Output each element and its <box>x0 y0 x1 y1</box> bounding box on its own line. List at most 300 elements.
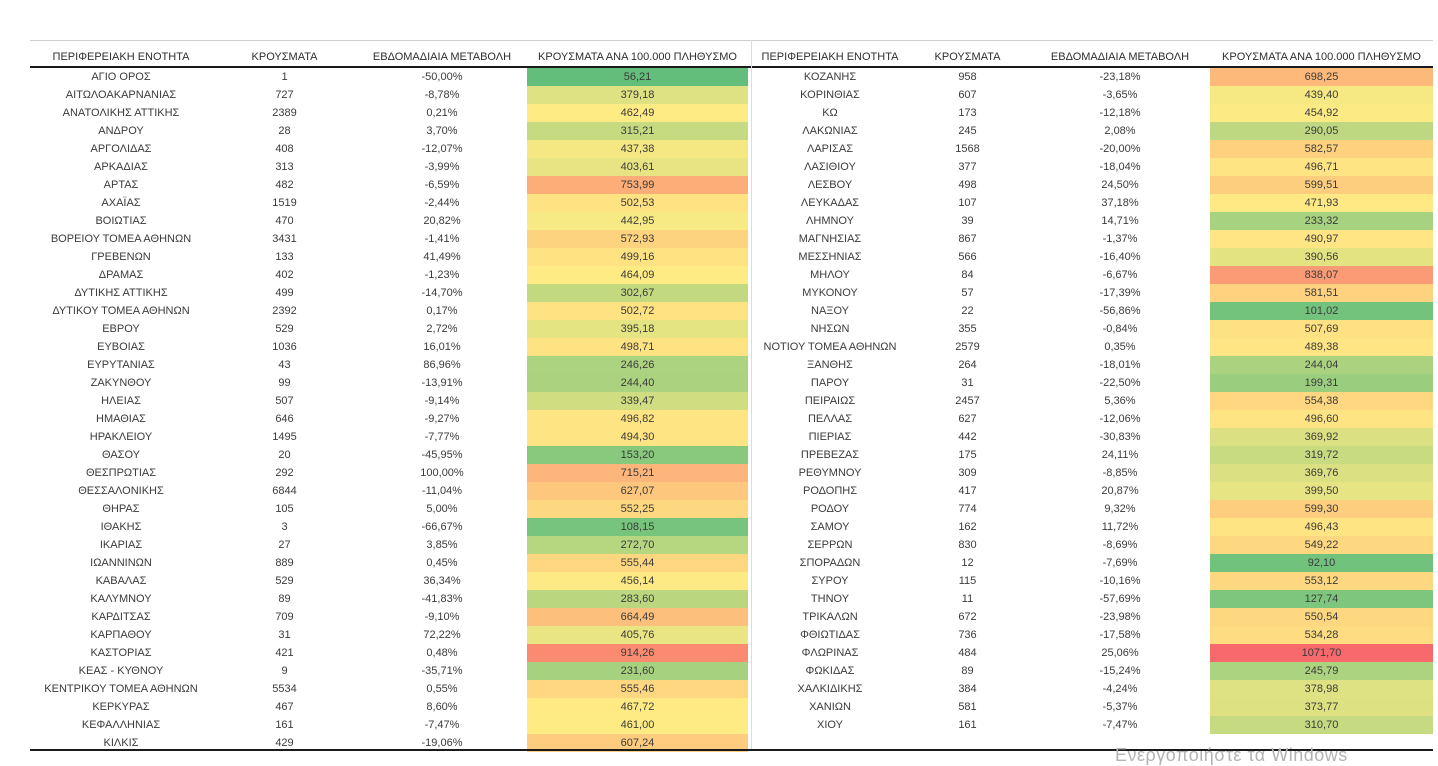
weekly-change-cell: 20,87% <box>1101 485 1139 497</box>
rate-per-100k-cell: 283,60 <box>527 590 748 608</box>
weekly-change-cell: -1,37% <box>1102 233 1138 245</box>
weekly-change-cell: -6,59% <box>424 179 460 191</box>
rate-per-100k-cell: 108,15 <box>527 518 748 536</box>
rate-per-100k-cell: 471,93 <box>1210 194 1433 212</box>
rate-per-100k-cell: 599,51 <box>1210 176 1433 194</box>
rate-per-100k-cell: 572,93 <box>527 230 748 248</box>
rate-per-100k-cell: 92,10 <box>1210 554 1433 572</box>
weekly-change-cell: 16,01% <box>423 341 461 353</box>
weekly-change-cell: -12,18% <box>1099 107 1141 119</box>
weekly-change-cell: -4,24% <box>1102 683 1138 695</box>
rate-per-100k-cell: 502,53 <box>527 194 748 212</box>
region-cell: ΒΟΡΕΙΟΥ ΤΟΜΕΑ ΑΘΗΝΩΝ <box>50 233 192 245</box>
column-header-right-1: ΚΡΟΥΣΜΑΤΑ <box>934 51 1001 63</box>
region-cell: ΚΩ <box>822 107 838 119</box>
cases-cell: 470 <box>275 215 294 227</box>
region-cell: ΛΑΡΙΣΑΣ <box>806 143 853 155</box>
rate-per-100k-cell: 464,09 <box>527 266 748 284</box>
header-underline <box>30 66 1433 68</box>
rate-per-100k-cell: 378,98 <box>1210 680 1433 698</box>
rate-per-100k-cell: 467,72 <box>527 698 748 716</box>
cases-cell: 28 <box>278 125 291 137</box>
region-cell: ΕΥΡΥΤΑΝΙΑΣ <box>87 359 155 371</box>
rate-per-100k-cell: 698,25 <box>1210 68 1433 86</box>
cases-cell: 9 <box>281 665 288 677</box>
region-cell: ΗΜΑΘΙΑΣ <box>96 413 146 425</box>
weekly-change-cell: -30,83% <box>1099 431 1141 443</box>
cases-cell: 105 <box>275 503 294 515</box>
weekly-change-cell: -18,01% <box>1099 359 1141 371</box>
rate-per-100k-cell: 244,04 <box>1210 356 1433 374</box>
weekly-change-cell: 24,50% <box>1101 179 1139 191</box>
cases-cell: 115 <box>958 575 977 587</box>
region-cell: ΡΕΘΥΜΝΟΥ <box>798 467 862 479</box>
cases-cell: 161 <box>275 719 294 731</box>
region-cell: ΚΑΡΔΙΤΣΑΣ <box>91 611 151 623</box>
region-cell: ΣΕΡΡΩΝ <box>807 539 853 551</box>
region-cell: ΝΑΞΟΥ <box>811 305 849 317</box>
cases-cell: 566 <box>958 251 977 263</box>
cases-cell: 1495 <box>272 431 297 443</box>
weekly-change-cell: -7,47% <box>1102 719 1138 731</box>
cases-cell: 27 <box>278 539 291 551</box>
weekly-change-cell: 3,70% <box>426 125 458 137</box>
cases-cell: 709 <box>275 611 294 623</box>
region-cell: ΔΥΤΙΚΗΣ ΑΤΤΙΚΗΣ <box>74 287 168 299</box>
region-cell: ΘΕΣΠΡΩΤΙΑΣ <box>85 467 157 479</box>
cases-cell: 31 <box>278 629 291 641</box>
cases-cell: 1568 <box>955 143 980 155</box>
cases-cell: 162 <box>958 521 977 533</box>
rate-per-100k-cell: 319,72 <box>1210 446 1433 464</box>
cases-cell: 498 <box>958 179 977 191</box>
weekly-change-cell: 2,72% <box>426 323 458 335</box>
weekly-change-cell: 0,17% <box>426 305 458 317</box>
rate-per-100k-cell: 246,26 <box>527 356 748 374</box>
weekly-change-cell: -57,69% <box>1099 593 1141 605</box>
weekly-change-cell: 0,45% <box>426 557 458 569</box>
rate-per-100k-cell: 399,50 <box>1210 482 1433 500</box>
cases-cell: 3 <box>281 521 288 533</box>
rate-per-100k-cell: 454,92 <box>1210 104 1433 122</box>
cases-cell: 43 <box>278 359 291 371</box>
rate-per-100k-cell: 390,56 <box>1210 248 1433 266</box>
cases-cell: 672 <box>958 611 977 623</box>
region-cell: ΘΕΣΣΑΛΟΝΙΚΗΣ <box>78 485 164 497</box>
cases-cell: 421 <box>275 647 294 659</box>
cases-cell: 581 <box>958 701 977 713</box>
region-cell: ΗΛΕΙΑΣ <box>101 395 141 407</box>
region-cell: ΧΑΛΚΙΔΙΚΗΣ <box>797 683 863 695</box>
weekly-change-cell: -23,18% <box>1099 71 1141 83</box>
weekly-change-cell: 0,48% <box>426 647 458 659</box>
weekly-change-cell: -19,06% <box>421 737 463 749</box>
cases-cell: 736 <box>958 629 977 641</box>
rate-per-100k-cell: 496,71 <box>1210 158 1433 176</box>
region-cell: ΠΡΕΒΕΖΑΣ <box>800 449 860 461</box>
rate-per-100k-cell: 302,67 <box>527 284 748 302</box>
region-cell: ΜΑΓΝΗΣΙΑΣ <box>798 233 862 245</box>
region-cell: ΑΓΙΟ ΟΡΟΣ <box>91 71 151 83</box>
cases-cell: 99 <box>278 377 291 389</box>
rate-per-100k-cell: 502,72 <box>527 302 748 320</box>
rate-per-100k-cell: 101,02 <box>1210 302 1433 320</box>
weekly-change-cell: -0,84% <box>1102 323 1138 335</box>
cases-cell: 2457 <box>955 395 980 407</box>
cases-cell: 20 <box>278 449 291 461</box>
cases-cell: 161 <box>958 719 977 731</box>
region-cell: ΙΚΑΡΙΑΣ <box>99 539 143 551</box>
rate-per-100k-cell: 369,76 <box>1210 464 1433 482</box>
region-cell: ΚΑΣΤΟΡΙΑΣ <box>90 647 152 659</box>
weekly-change-cell: -9,27% <box>424 413 460 425</box>
region-cell: ΦΩΚΙΔΑΣ <box>805 665 855 677</box>
region-cell: ΦΘΙΩΤΙΔΑΣ <box>800 629 860 641</box>
weekly-change-cell: -8,69% <box>1102 539 1138 551</box>
cases-cell: 417 <box>958 485 977 497</box>
rate-per-100k-cell: 456,14 <box>527 572 748 590</box>
weekly-change-cell: -9,10% <box>424 611 460 623</box>
rate-per-100k-cell: 599,30 <box>1210 500 1433 518</box>
weekly-change-cell: -10,16% <box>1099 575 1141 587</box>
region-cell: ΛΕΥΚΑΔΑΣ <box>800 197 860 209</box>
rate-per-100k-cell: 507,69 <box>1210 320 1433 338</box>
weekly-change-cell: 2,08% <box>1104 125 1136 137</box>
rate-per-100k-cell: 490,97 <box>1210 230 1433 248</box>
rate-per-100k-cell: 582,57 <box>1210 140 1433 158</box>
weekly-change-cell: -20,00% <box>1099 143 1141 155</box>
weekly-change-cell: 11,72% <box>1101 521 1139 533</box>
cases-cell: 1036 <box>272 341 297 353</box>
weekly-change-cell: 24,11% <box>1101 449 1139 461</box>
weekly-change-cell: -50,00% <box>421 71 463 83</box>
weekly-change-cell: -3,65% <box>1102 89 1138 101</box>
region-cell: ΚΙΛΚΙΣ <box>103 737 139 749</box>
region-cell: ΑΡΤΑΣ <box>103 179 139 191</box>
rate-per-100k-cell: 439,40 <box>1210 86 1433 104</box>
rate-per-100k-cell: 290,05 <box>1210 122 1433 140</box>
cases-cell: 84 <box>961 269 974 281</box>
region-cell: ΣΠΟΡΑΔΩΝ <box>799 557 861 569</box>
rate-per-100k-cell: 442,95 <box>527 212 748 230</box>
column-header-left-1: ΚΡΟΥΣΜΑΤΑ <box>251 51 318 63</box>
rate-per-100k-cell: 339,47 <box>527 392 748 410</box>
cases-cell: 292 <box>275 467 294 479</box>
rate-per-100k-cell: 231,60 <box>527 662 748 680</box>
rate-per-100k-cell: 555,44 <box>527 554 748 572</box>
cases-cell: 39 <box>961 215 974 227</box>
region-cell: ΛΑΚΩΝΙΑΣ <box>802 125 858 137</box>
region-cell: ΚΟΡΙΝΘΙΑΣ <box>800 89 860 101</box>
cases-cell: 727 <box>275 89 294 101</box>
rate-per-100k-cell: 56,21 <box>527 68 748 86</box>
weekly-change-cell: -23,98% <box>1099 611 1141 623</box>
rate-per-100k-cell: 553,12 <box>1210 572 1433 590</box>
column-header-left-2: ΕΒΔΟΜΑΔΙΑΙΑ ΜΕΤΑΒΟΛΗ <box>372 51 512 63</box>
rate-per-100k-cell: 405,76 <box>527 626 748 644</box>
rate-per-100k-cell: 244,40 <box>527 374 748 392</box>
region-cell: ΜΕΣΣΗΝΙΑΣ <box>798 251 862 263</box>
cases-cell: 529 <box>275 575 294 587</box>
region-cell: ΑΝΑΤΟΛΙΚΗΣ ΑΤΤΙΚΗΣ <box>62 107 180 119</box>
cases-cell: 309 <box>958 467 977 479</box>
region-cell: ΧΑΝΙΩΝ <box>809 701 851 713</box>
weekly-change-cell: -12,06% <box>1099 413 1141 425</box>
weekly-change-cell: -9,14% <box>424 395 460 407</box>
rate-per-100k-cell: 534,28 <box>1210 626 1433 644</box>
region-cell: ΚΑΡΠΑΘΟΥ <box>90 629 152 641</box>
cases-cell: 377 <box>958 161 977 173</box>
rate-per-100k-cell: 664,49 <box>527 608 748 626</box>
cases-cell: 607 <box>958 89 977 101</box>
region-cell: ΤΗΝΟΥ <box>810 593 850 605</box>
region-cell: ΚΕΝΤΡΙΚΟΥ ΤΟΜΕΑ ΑΘΗΝΩΝ <box>44 683 198 695</box>
cases-cell: 529 <box>275 323 294 335</box>
cases-cell: 627 <box>958 413 977 425</box>
cases-cell: 774 <box>958 503 977 515</box>
rate-per-100k-cell: 310,70 <box>1210 716 1433 734</box>
weekly-change-cell: 25,06% <box>1101 647 1139 659</box>
weekly-change-cell: 0,55% <box>426 683 458 695</box>
region-cell: ΦΛΩΡΙΝΑΣ <box>801 647 859 659</box>
weekly-change-cell: 0,21% <box>426 107 458 119</box>
cases-cell: 3431 <box>272 233 297 245</box>
region-cell: ΘΗΡΑΣ <box>102 503 140 515</box>
region-cell: ΑΙΤΩΛΟΑΚΑΡΝΑΝΙΑΣ <box>65 89 177 101</box>
cases-cell: 245 <box>958 125 977 137</box>
rate-per-100k-cell: 461,00 <box>527 716 748 734</box>
region-cell: ΣΑΜΟΥ <box>810 521 850 533</box>
weekly-change-cell: -18,04% <box>1099 161 1141 173</box>
weekly-change-cell: 5,36% <box>1104 395 1136 407</box>
rate-per-100k-cell: 555,46 <box>527 680 748 698</box>
right-table <box>755 49 1433 734</box>
rate-per-100k-cell: 437,38 <box>527 140 748 158</box>
cases-cell: 402 <box>275 269 294 281</box>
rate-per-100k-cell: 498,71 <box>527 338 748 356</box>
weekly-change-cell: 8,60% <box>426 701 458 713</box>
rate-per-100k-cell: 496,43 <box>1210 518 1433 536</box>
region-cell: ΓΡΕΒΕΝΩΝ <box>91 251 151 263</box>
cases-cell: 6844 <box>272 485 297 497</box>
rate-per-100k-cell: 627,07 <box>527 482 748 500</box>
weekly-change-cell: 86,96% <box>423 359 461 371</box>
region-cell: ΑΝΔΡΟΥ <box>98 125 144 137</box>
weekly-change-cell: -5,37% <box>1102 701 1138 713</box>
region-cell: ΖΑΚΥΝΘΟΥ <box>90 377 152 389</box>
region-cell: ΝΟΤΙΟΥ ΤΟΜΕΑ ΑΘΗΝΩΝ <box>763 341 897 353</box>
region-cell: ΤΡΙΚΑΛΩΝ <box>802 611 858 623</box>
rate-per-100k-cell: 838,07 <box>1210 266 1433 284</box>
cases-cell: 867 <box>958 233 977 245</box>
region-cell: ΠΙΕΡΙΑΣ <box>808 431 852 443</box>
weekly-change-cell: -6,67% <box>1102 269 1138 281</box>
weekly-change-cell: -35,71% <box>421 665 463 677</box>
weekly-change-cell: -13,91% <box>421 377 463 389</box>
region-cell: ΚΑΒΑΛΑΣ <box>95 575 147 587</box>
rate-per-100k-cell: 554,38 <box>1210 392 1433 410</box>
region-cell: ΡΟΔΟΥ <box>810 503 850 515</box>
cases-cell: 429 <box>275 737 294 749</box>
weekly-change-cell: 20,82% <box>423 215 461 227</box>
column-header-right-2: ΕΒΔΟΜΑΔΙΑΙΑ ΜΕΤΑΒΟΛΗ <box>1050 51 1190 63</box>
cases-cell: 89 <box>278 593 291 605</box>
weekly-change-cell: -17,39% <box>1099 287 1141 299</box>
cases-cell: 889 <box>275 557 294 569</box>
rate-per-100k-cell: 496,82 <box>527 410 748 428</box>
weekly-change-cell: -11,04% <box>421 485 463 497</box>
cases-cell: 499 <box>275 287 294 299</box>
cases-cell: 355 <box>958 323 977 335</box>
cases-cell: 11 <box>961 593 974 605</box>
column-header-right-0: ΠΕΡΙΦΕΡΕΙΑΚΗ ΕΝΟΤΗΤΑ <box>761 51 899 63</box>
region-cell: ΑΡΓΟΛΙΔΑΣ <box>90 143 152 155</box>
rate-per-100k-cell: 496,60 <box>1210 410 1433 428</box>
region-cell: ΜΗΛΟΥ <box>810 269 850 281</box>
region-cell: ΕΒΡΟΥ <box>102 323 140 335</box>
region-cell: ΚΑΛΥΜΝΟΥ <box>90 593 152 605</box>
rate-per-100k-cell: 607,24 <box>527 734 748 752</box>
cases-cell: 2389 <box>272 107 297 119</box>
region-cell: ΚΕΡΚΥΡΑΣ <box>92 701 150 713</box>
cases-cell: 442 <box>958 431 977 443</box>
weekly-change-cell: -8,78% <box>424 89 460 101</box>
weekly-change-cell: -14,70% <box>421 287 463 299</box>
column-header-right-3: ΚΡΟΥΣΜΑΤΑ ΑΝΑ 100.000 ΠΛΗΘΥΣΜΟ <box>1222 51 1421 63</box>
rate-per-100k-cell: 715,21 <box>527 464 748 482</box>
weekly-change-cell: -3,99% <box>424 161 460 173</box>
region-cell: ΑΡΚΑΔΙΑΣ <box>94 161 148 173</box>
region-cell: ΚΟΖΑΝΗΣ <box>803 71 857 83</box>
cases-cell: 22 <box>961 305 974 317</box>
cases-cell: 89 <box>961 665 974 677</box>
rate-per-100k-cell: 494,30 <box>527 428 748 446</box>
region-cell: ΕΥΒΟΙΑΣ <box>97 341 145 353</box>
weekly-change-cell: 100,00% <box>420 467 464 479</box>
weekly-change-cell: 5,00% <box>426 503 458 515</box>
region-cell: ΠΑΡΟΥ <box>810 377 850 389</box>
weekly-change-cell: -45,95% <box>421 449 463 461</box>
weekly-change-cell: 9,32% <box>1104 503 1136 515</box>
cases-cell: 31 <box>961 377 974 389</box>
weekly-change-cell: -2,44% <box>424 197 460 209</box>
cases-cell: 12 <box>961 557 974 569</box>
region-cell: ΙΩΑΝΝΙΝΩΝ <box>90 557 152 569</box>
weekly-change-cell: -66,67% <box>421 521 463 533</box>
region-cell: ΧΙΟΥ <box>817 719 843 731</box>
cases-cell: 408 <box>275 143 294 155</box>
weekly-change-cell: -8,85% <box>1102 467 1138 479</box>
cases-cell: 1519 <box>272 197 297 209</box>
rate-per-100k-cell: 315,21 <box>527 122 748 140</box>
rate-per-100k-cell: 369,92 <box>1210 428 1433 446</box>
weekly-change-cell: -1,23% <box>424 269 460 281</box>
cases-cell: 484 <box>958 647 977 659</box>
weekly-change-cell: -15,24% <box>1099 665 1141 677</box>
rate-per-100k-cell: 1071,70 <box>1210 644 1433 662</box>
region-cell: ΚΕΑΣ - ΚΥΘΝΟΥ <box>78 665 164 677</box>
cases-cell: 646 <box>275 413 294 425</box>
region-cell: ΠΕΙΡΑΙΩΣ <box>804 395 856 407</box>
cases-cell: 2579 <box>955 341 980 353</box>
region-cell: ΛΕΣΒΟΥ <box>807 179 853 191</box>
rate-per-100k-cell: 550,54 <box>1210 608 1433 626</box>
rate-per-100k-cell: 753,99 <box>527 176 748 194</box>
weekly-change-cell: -1,41% <box>424 233 460 245</box>
region-cell: ΣΥΡΟΥ <box>811 575 849 587</box>
region-cell: ΞΑΝΘΗΣ <box>807 359 853 371</box>
column-header-left-0: ΠΕΡΙΦΕΡΕΙΑΚΗ ΕΝΟΤΗΤΑ <box>52 51 190 63</box>
column-header-left-3: ΚΡΟΥΣΜΑΤΑ ΑΝΑ 100.000 ΠΛΗΘΥΣΜΟ <box>538 51 737 63</box>
rate-per-100k-cell: 581,51 <box>1210 284 1433 302</box>
weekly-change-cell: -17,58% <box>1099 629 1141 641</box>
cases-cell: 830 <box>958 539 977 551</box>
column-divider-gridline <box>751 40 752 751</box>
weekly-change-cell: 37,18% <box>1101 197 1139 209</box>
weekly-change-cell: 72,22% <box>423 629 461 641</box>
rate-per-100k-cell: 403,61 <box>527 158 748 176</box>
region-cell: ΙΘΑΚΗΣ <box>100 521 142 533</box>
cases-cell: 313 <box>275 161 294 173</box>
rate-per-100k-cell: 127,74 <box>1210 590 1433 608</box>
cases-cell: 107 <box>958 197 977 209</box>
weekly-change-cell: -7,69% <box>1102 557 1138 569</box>
rate-per-100k-cell: 379,18 <box>527 86 748 104</box>
cases-cell: 958 <box>958 71 977 83</box>
region-cell: ΑΧΑΪΑΣ <box>101 197 141 209</box>
top-gridline <box>30 40 1433 41</box>
cases-cell: 1 <box>281 71 288 83</box>
cases-cell: 57 <box>961 287 974 299</box>
region-cell: ΠΕΛΛΑΣ <box>807 413 853 425</box>
rate-per-100k-cell: 199,31 <box>1210 374 1433 392</box>
rate-per-100k-cell: 489,38 <box>1210 338 1433 356</box>
region-cell: ΔΡΑΜΑΣ <box>98 269 144 281</box>
weekly-change-cell: 14,71% <box>1101 215 1139 227</box>
weekly-change-cell: -7,77% <box>424 431 460 443</box>
region-cell: ΚΕΦΑΛΛΗΝΙΑΣ <box>81 719 161 731</box>
cases-cell: 173 <box>958 107 977 119</box>
rate-per-100k-cell: 549,22 <box>1210 536 1433 554</box>
cases-cell: 482 <box>275 179 294 191</box>
weekly-change-cell: 3,85% <box>426 539 458 551</box>
cases-cell: 175 <box>958 449 977 461</box>
cases-cell: 5534 <box>272 683 297 695</box>
rate-per-100k-cell: 153,20 <box>527 446 748 464</box>
cases-cell: 384 <box>958 683 977 695</box>
rate-per-100k-cell: 499,16 <box>527 248 748 266</box>
region-cell: ΝΗΣΩΝ <box>810 323 850 335</box>
region-cell: ΘΑΣΟΥ <box>101 449 141 461</box>
weekly-change-cell: 41,49% <box>423 251 461 263</box>
rate-per-100k-cell: 245,79 <box>1210 662 1433 680</box>
cases-cell: 2392 <box>272 305 297 317</box>
weekly-change-cell: -16,40% <box>1099 251 1141 263</box>
rate-per-100k-cell: 395,18 <box>527 320 748 338</box>
windows-activation-watermark: Ενεργοποιήστε τα Windows <box>1115 745 1348 765</box>
weekly-change-cell: -41,83% <box>421 593 463 605</box>
left-table <box>30 49 748 752</box>
region-cell: ΡΟΔΟΠΗΣ <box>802 485 858 497</box>
region-cell: ΛΗΜΝΟΥ <box>806 215 854 227</box>
rate-per-100k-cell: 914,26 <box>527 644 748 662</box>
weekly-change-cell: -22,50% <box>1099 377 1141 389</box>
cases-cell: 264 <box>958 359 977 371</box>
rate-per-100k-cell: 552,25 <box>527 500 748 518</box>
region-cell: ΗΡΑΚΛΕΙΟΥ <box>89 431 153 443</box>
weekly-change-cell: 36,34% <box>423 575 461 587</box>
weekly-change-cell: 0,35% <box>1104 341 1136 353</box>
